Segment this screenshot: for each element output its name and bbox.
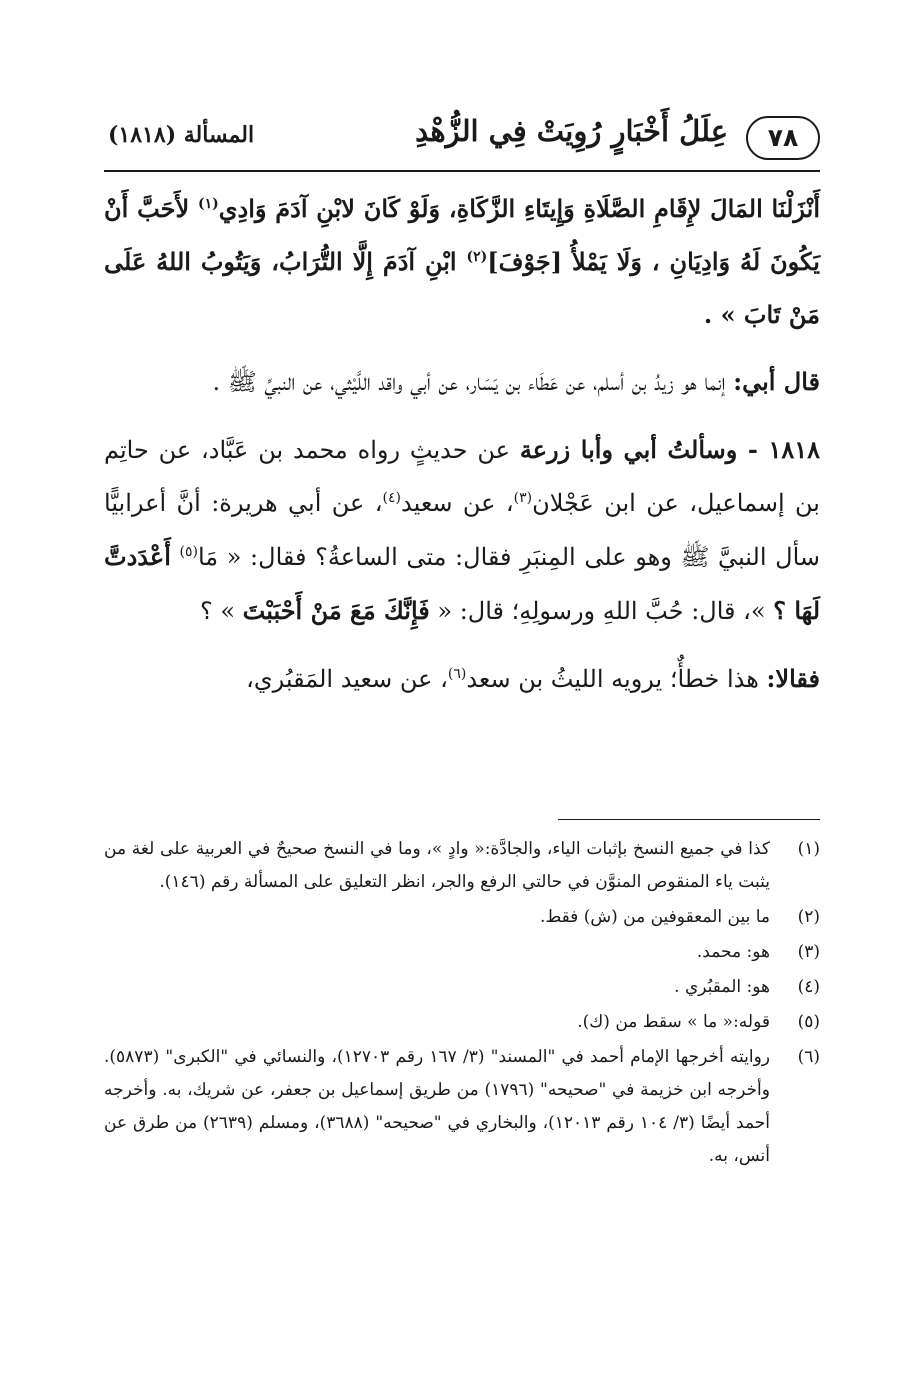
running-title: عِلَلُ أَخْبَارٍ رُوِيَتْ فِي الزُّهْدِ [415,114,728,148]
footnote-item [104,833,820,899]
footnote-text: ما بين المعقوفين من (ش) فقط. [540,907,770,927]
footnote-ref: (١) [197,196,219,212]
footnote-text: كذا في جميع النسخ بإثبات الياء، والجادَّة:« وادٍ »، وما في النسخ صحيحٌ في العربية على لغة من يثبت ياء المنقوص المنوَّن في حالتي الرفع والجر، انظر التعليق على المسألة رقم (١٤٦). [104,839,770,892]
text-run: عن حديثٍ رواه محمد بن عَبَّاد، عن حاتِم بن إسماعيل، عن ابن عَجْلان [104,436,820,517]
paragraph-issue-1818 [104,423,820,638]
paragraph-father-said [104,355,820,409]
footnote-item [104,971,820,1004]
text-run: هذا خطأٌ؛ يرويه الليثُ بن سعد [466,665,759,693]
paragraph-lead: قال أبي: [733,367,820,396]
footnote-text: هو: محمد. [696,942,770,962]
footnote-number: (٥) [797,1012,820,1032]
main-text [104,182,820,720]
footnote-ref: (٣) [513,490,533,506]
footnote-ref: (٢) [466,249,488,265]
paragraph-both-said [104,652,820,706]
text-run: إنما هو زيدُ بن أسلم، عن عَطَاء بن يَسَار، عن أبي واقد اللَّيْثي، عن النبيِّ ﷺ . [212,368,726,396]
footnote-item [104,1006,820,1039]
text-run: ، عن أبي هريرة: أنَّ أعرابيًّا سأل النبيَّ ﷺ وهو على المِنبَرِ فقال: متى الساعةُ؟ فقال: « مَا [104,489,820,571]
footnote-item [104,901,820,934]
footnote-ref: (٦) [447,666,467,682]
footnote-text: قوله:« ما » سقط من (ك). [577,1012,770,1032]
footnotes [104,833,820,1175]
footnote-text: هو: المقبُري . [674,977,770,997]
footnote-number: (٢) [797,907,820,927]
footnote-text: روايته أخرجها الإمام أحمد في "المسند" (٣/ ١٦٧ رقم ١٢٧٠٣)، والنسائي في "الكبرى" (٥٨٧٣). وأخرجه ابن خزيمة في "صحيحه" (١٧٩٦) من طريق إسماعيل بن جعفر، عن شريك، به. وأخرجه أحمد أيضًا (٣/ ١٠٤ رقم ١٢٠١٣)، والبخاري في "صحيحه" (٣٦٨٨)، ومسلم (٢٦٣٩) من طرق عن أنس، به. [104,1047,771,1166]
text-run: أَنْزَلْنَا المَالَ لإِقَامِ الصَّلَاةِ وَإِيتَاءِ الزَّكَاةِ، وَلَوْ كَانَ لابْنِ آدَمَ وَادِي [218,194,820,223]
footnote-number: (١) [797,839,820,859]
footnote-ref: (٤) [382,490,401,506]
page-number: ٧٨ [746,116,820,160]
issue-reference: المسألة (١٨١٨) [108,122,255,148]
footnote-item [104,1041,820,1173]
hadith-text: أَعْدَدتَّ لَهَا ؟ [104,542,820,625]
text-run: » ؟ [199,597,236,625]
footnote-item [104,936,820,969]
hadith-text: فَإِنَّكَ مَعَ مَنْ أَحْبَبْتَ [242,596,430,625]
paragraph-hadith-quote [104,182,820,341]
paragraph-lead: فقالا: [766,664,820,693]
footnote-ref: (٥) [179,544,198,560]
text-run: ، عن سعيد المَقبُري، [246,665,448,693]
footnote-number: (٦) [797,1047,820,1067]
text-run: »، قال: حُبَّ اللهِ ورسولِهِ؛ قال: « [437,597,766,625]
footnote-divider [558,819,820,820]
text-run: ، عن سعيد [400,489,514,517]
footnote-number: (٤) [797,977,820,997]
paragraph-lead: ١٨١٨ - وسألتُ أبي وأبا زرعة [519,435,820,464]
page-header [104,110,820,172]
footnote-number: (٣) [797,942,820,962]
text-run: لأَحَبَّ أَنْ يَكُونَ لَهُ وَادِيَانِ ، وَلَا يَمْلأُ [جَوْفَ] [104,194,820,276]
text-run: ابْنِ آدَمَ إِلَّا التُّرَابُ، وَيَتُوبُ اللهُ عَلَى مَنْ تَابَ » . [104,247,820,329]
